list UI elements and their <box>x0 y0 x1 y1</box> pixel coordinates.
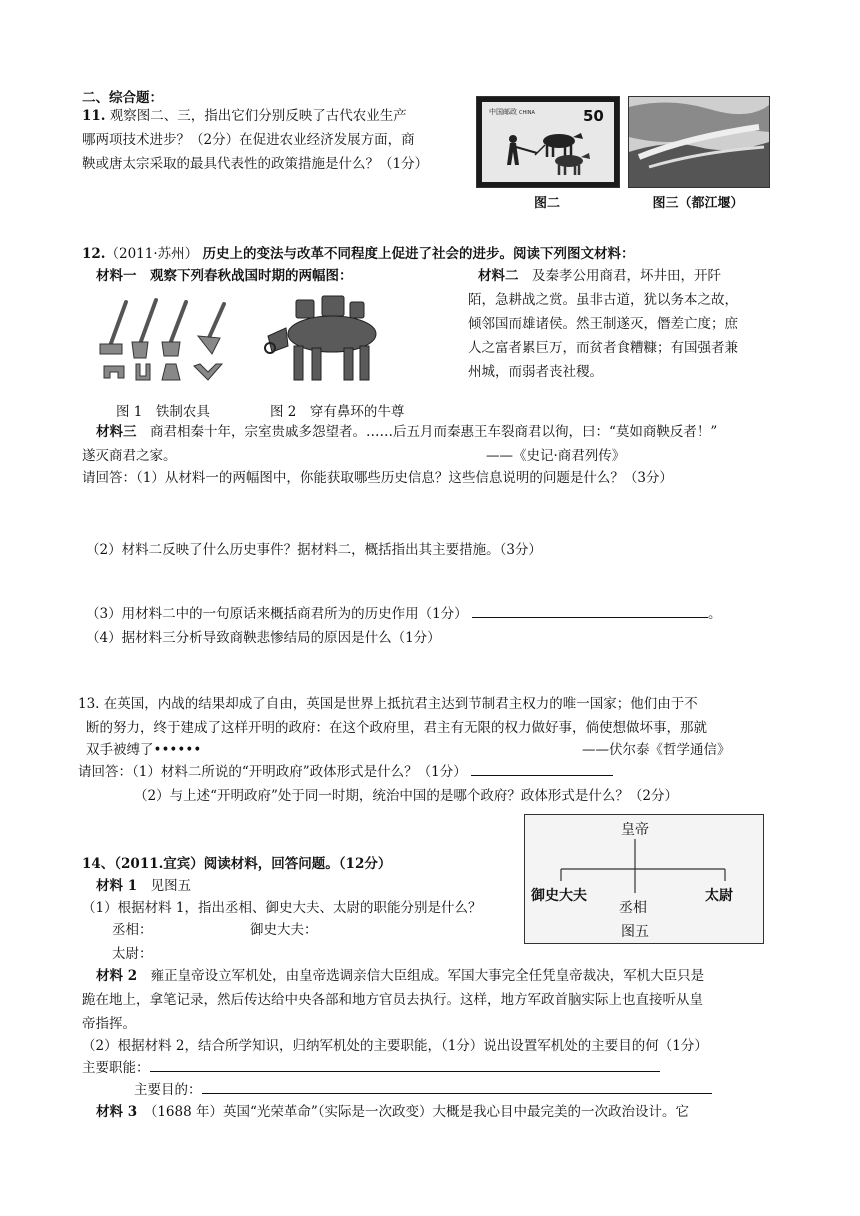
q13-citation: ——伏尔泰《哲学通信》 <box>582 742 731 758</box>
chart-taiwei: 太尉 <box>705 888 733 904</box>
q14-material3: 材料 3 （1688 年）英国“光荣革命”（实际是一次政变）大概是我心目中最完美的一次政治设计。它 <box>96 1104 690 1120</box>
taiwei-label: 太尉： <box>112 946 153 962</box>
q12-answer-line-3[interactable] <box>472 603 708 618</box>
chart-emperor: 皇帝 <box>621 822 649 838</box>
q12-ask-4: （4）据材料三分析导致商鞅悲惨结局的原因是什么（1分） <box>86 630 441 646</box>
yushi-label: 御史大夫： <box>250 922 318 938</box>
fig3-caption: 图三（都江堰） <box>652 196 744 211</box>
section-title: 二、综合题： <box>82 90 163 106</box>
svg-text:CHINA: CHINA <box>519 110 535 116</box>
q12-ask-1: 请回答：（1）从材料一的两幅图中，你能获取哪些历史信息？这些信息说明的问题是什么？（3分） <box>82 470 673 486</box>
svg-text:50: 50 <box>583 107 604 125</box>
q14-duty-answer-line[interactable] <box>150 1057 660 1072</box>
fig2-ox-caption: 图 2 穿有鼻环的牛尊 <box>270 404 405 420</box>
q14-purpose-row: 主要目的： <box>134 1078 712 1102</box>
q14-purpose-answer-line[interactable] <box>202 1079 712 1094</box>
q12-material3-line2: 遂灭商君之家。 <box>82 448 177 464</box>
chart-yushi: 御史大夫 <box>531 888 587 904</box>
q14-ask-2: （2）根据材料 2，结合所学知识，归纳军机处的主要职能，（1分）说出设置军机处的主要目的何（1分） <box>82 1038 708 1054</box>
q14-ask-1: （1）根据材料 1，指出丞相、御史大夫、太尉的职能分别是什么？ <box>82 900 482 916</box>
fig2-caption: 图二 <box>533 196 560 211</box>
q13-line3: 双手被缚了•••••• <box>86 742 202 758</box>
figure5-org-chart <box>524 814 764 944</box>
fig1-caption: 图 1 铁制农具 <box>116 404 210 420</box>
q11-line3: 鞅或唐太宗采取的最具代表性的政策措施是什么？（1分） <box>82 156 429 172</box>
chengxiang-label: 丞相： <box>112 922 153 938</box>
q13-line1: 13. 在英国，内战的结果却成了自由，英国是世界上抵抗君主达到节制君主权力的唯一国家；他们由于不 <box>78 696 698 712</box>
q12-material2-line5: 州城，而弱者丧社稷。 <box>468 364 603 380</box>
q14-material2-line2: 跪在地上，拿笔记录，然后传达给中央各部和地方官员去执行。这样，地方军政首脑实际上也直接听从皇 <box>82 992 703 1008</box>
q12-material2-line3: 倾邻国而雄诸侯。然王制遂灭，僭差亡度；庶 <box>468 316 738 332</box>
q11-line2: 哪两项技术进步？（2分）在促进农业经济发展方面，商 <box>82 132 415 148</box>
q12-material3-line1: 材料三 商君相秦十年，宗室贵戚多怨望者。……后五月而秦惠王车裂商君以徇，曰：“莫如商鞅反者！” <box>96 424 718 440</box>
q12-heading: 12.（2011·苏州） 历史上的变法与改革不同程度上促进了社会的进步。阅读下列图文材料： <box>82 246 635 262</box>
q12-material1-label: 材料一 观察下列春秋战国时期的两幅图： <box>96 268 353 284</box>
q12-ask-3: （3）用材料二中的一句原话来概括商君所为的历史作用（1分） 。 <box>86 602 721 626</box>
q14-material2-line3: 帝指挥。 <box>82 1016 136 1032</box>
q14-title: 14、（2011.宜宾）阅读材料，回答问题。（12分） <box>82 856 392 872</box>
dujiangyan-photo <box>628 96 770 188</box>
q12-material3-citation: ——《史记·商君列传》 <box>486 448 626 464</box>
q12-material2-line4: 人之富者累巨万，而贫者食糟糠；有国强者兼 <box>468 340 738 356</box>
q14-material2-line1: 材料 2 雍正皇帝设立军机处，由皇帝选调亲信大臣组成。军国大事完全任凭皇帝裁决，军机大臣只是 <box>96 968 705 984</box>
chart-caption: 图五 <box>621 924 649 940</box>
iron-tools-image <box>96 292 246 392</box>
q11-line1: 11. 观察图二、三，指出它们分别反映了古代农业生产 <box>82 108 407 124</box>
q14-duty-row: 主要职能： <box>82 1056 660 1080</box>
q14-material1: 材料 1 见图五 <box>96 878 192 894</box>
bronze-ox-zun-image <box>262 290 392 394</box>
q12-material2-line2: 陌，急耕战之赏。虽非古道，犹以务本之故， <box>468 292 738 308</box>
q11-number: 11. <box>82 108 106 124</box>
q12-ask-2: （2）材料二反映了什么历史事件？据材料二，概括指出其主要措施。（3分） <box>86 542 542 558</box>
svg-text:中国邮政: 中国邮政 <box>489 108 517 116</box>
q12-material2-line1: 材料二 及秦孝公用商君，坏井田，开阡 <box>478 268 721 284</box>
q13-ask-1: 请回答：（1）材料二所说的“开明政府”政体形式是什么？（1分） <box>78 760 613 784</box>
q13-answer-line-1[interactable] <box>471 761 613 776</box>
q13-line2: 断的努力，终于建成了这样开明的政府：在这个政府里，君主有无限的权力做好事，倘使想做坏事，那就 <box>86 720 707 736</box>
ox-plow-stamp-image <box>476 96 620 188</box>
chart-chengxiang: 丞相 <box>619 900 647 916</box>
q13-ask-2: （2）与上述“开明政府”处于同一时期，统治中国的是哪个政府？政体形式是什么？（2分） <box>134 788 678 804</box>
